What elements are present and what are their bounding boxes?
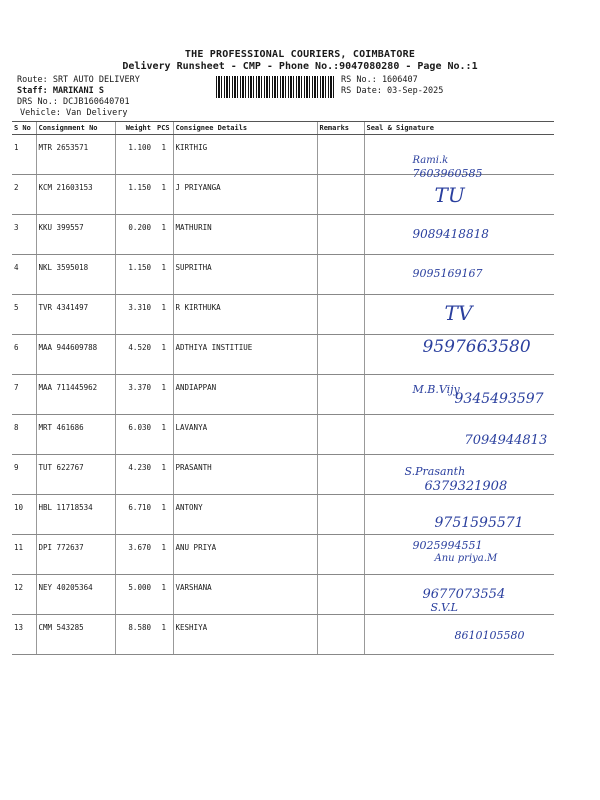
table-row	[12, 575, 554, 615]
row-seal-signature	[364, 535, 554, 575]
row-consignment-no: KKU 399557	[36, 215, 115, 255]
row-consignee: ANU PRIYA	[173, 535, 317, 575]
handwritten-signature: 7603960585	[412, 167, 483, 180]
row-weight: 4.230	[115, 455, 155, 495]
table-row	[12, 455, 554, 495]
row-seal-signature	[364, 335, 554, 375]
row-seal-signature	[364, 615, 554, 655]
handwritten-signature: S.Prasanth	[404, 465, 466, 478]
row-weight: 1.100	[115, 135, 155, 175]
handwritten-signature: 9345493597	[454, 391, 544, 407]
table-header-row	[12, 122, 554, 135]
row-remarks	[317, 295, 364, 335]
row-seal-signature	[364, 455, 554, 495]
row-sno: 8	[12, 415, 36, 455]
barcode	[216, 76, 336, 98]
handwritten-signature: 6379321908	[424, 479, 508, 494]
table-row	[12, 135, 554, 175]
handwritten-signature: TU	[434, 183, 465, 207]
row-remarks	[317, 495, 364, 535]
handwritten-signature: Anu priya.M	[434, 553, 498, 564]
row-seal-signature	[364, 215, 554, 255]
row-consignee: ANTONY	[173, 495, 317, 535]
row-pcs: 1	[155, 575, 173, 615]
row-pcs: 1	[155, 255, 173, 295]
col-weight: Weight	[115, 122, 155, 135]
row-sno: 4	[12, 255, 36, 295]
row-sno: 13	[12, 615, 36, 655]
staff-label: Staff: MARIKANI S	[17, 86, 104, 96]
row-consignment-no: MAA 944609788	[36, 335, 115, 375]
row-sno: 9	[12, 455, 36, 495]
handwritten-signature: M.B.Vijy	[412, 383, 460, 396]
col-sno: S No	[12, 122, 36, 135]
table-row	[12, 495, 554, 535]
row-consignment-no: HBL 11718534	[36, 495, 115, 535]
delivery-table	[12, 121, 554, 655]
row-pcs: 1	[155, 215, 173, 255]
row-consignment-no: MTR 2653571	[36, 135, 115, 175]
handwritten-signature: 9025994551	[412, 539, 483, 552]
row-weight: 8.580	[115, 615, 155, 655]
table-row	[12, 375, 554, 415]
row-consignment-no: MRT 461686	[36, 415, 115, 455]
row-seal-signature	[364, 415, 554, 455]
row-sno: 5	[12, 295, 36, 335]
handwritten-signature: 9751595571	[434, 515, 524, 531]
row-seal-signature	[364, 495, 554, 535]
handwritten-signature: 9095169167	[412, 267, 483, 280]
row-weight: 1.150	[115, 255, 155, 295]
row-remarks	[317, 375, 364, 415]
row-sno: 11	[12, 535, 36, 575]
row-seal-signature	[364, 175, 554, 215]
row-weight: 0.200	[115, 215, 155, 255]
row-pcs: 1	[155, 495, 173, 535]
row-consignee: J PRIYANGA	[173, 175, 317, 215]
row-pcs: 1	[155, 135, 173, 175]
row-remarks	[317, 535, 364, 575]
rs-date: RS Date: 03-Sep-2025	[341, 86, 444, 96]
row-sno: 3	[12, 215, 36, 255]
table-row	[12, 215, 554, 255]
row-sno: 6	[12, 335, 36, 375]
row-pcs: 1	[155, 415, 173, 455]
vehicle-label: Vehicle: Van Delivery	[20, 108, 128, 118]
row-consignment-no: TVR 4341497	[36, 295, 115, 335]
row-weight: 3.370	[115, 375, 155, 415]
row-weight: 1.150	[115, 175, 155, 215]
handwritten-signature: S.V.L	[430, 601, 458, 614]
row-consignee: PRASANTH	[173, 455, 317, 495]
drs-number: DRS No.: DCJB160640701	[17, 97, 130, 107]
row-consignment-no: MAA 711445962	[36, 375, 115, 415]
handwritten-signature: 9597663580	[422, 337, 531, 357]
col-remarks: Remarks	[317, 122, 364, 135]
row-weight: 5.000	[115, 575, 155, 615]
row-seal-signature	[364, 255, 554, 295]
row-consignee: MATHURIN	[173, 215, 317, 255]
handwritten-signature: TV	[444, 301, 473, 325]
table-row	[12, 175, 554, 215]
table-row	[12, 415, 554, 455]
row-weight: 6.710	[115, 495, 155, 535]
row-weight: 6.030	[115, 415, 155, 455]
col-consignee: Consignee Details	[173, 122, 317, 135]
row-consignee: ANDIAPPAN	[173, 375, 317, 415]
row-consignee: SUPRITHA	[173, 255, 317, 295]
row-consignment-no: NEY 40205364	[36, 575, 115, 615]
row-sno: 10	[12, 495, 36, 535]
row-remarks	[317, 135, 364, 175]
row-consignee: LAVANYA	[173, 415, 317, 455]
table-row	[12, 255, 554, 295]
handwritten-signature: 8610105580	[454, 629, 525, 642]
row-consignee: ADTHIYA INSTITIUE	[173, 335, 317, 375]
row-pcs: 1	[155, 175, 173, 215]
row-remarks	[317, 575, 364, 615]
col-pcs: PCS	[155, 122, 173, 135]
row-consignee: R KIRTHUKA	[173, 295, 317, 335]
table-row	[12, 615, 554, 655]
handwritten-signature: 9089418818	[412, 227, 489, 241]
row-consignment-no: DPI 772637	[36, 535, 115, 575]
handwritten-signature: 7094944813	[464, 433, 548, 448]
row-seal-signature	[364, 375, 554, 415]
row-consignee: KESHIYA	[173, 615, 317, 655]
row-sno: 7	[12, 375, 36, 415]
table-row	[12, 295, 554, 335]
row-pcs: 1	[155, 335, 173, 375]
row-seal-signature	[364, 575, 554, 615]
col-consignment: Consignment No	[36, 122, 115, 135]
table-row	[12, 535, 554, 575]
row-remarks	[317, 255, 364, 295]
row-consignment-no: CMM 543285	[36, 615, 115, 655]
rs-number: RS No.: 1606407	[341, 75, 418, 85]
row-weight: 3.670	[115, 535, 155, 575]
handwritten-signature: 9677073554	[422, 587, 506, 602]
row-remarks	[317, 415, 364, 455]
row-seal-signature	[364, 135, 554, 180]
handwritten-signature: Rami.k	[412, 155, 449, 166]
company-title: THE PROFESSIONAL COURIERS, COIMBATORE	[184, 49, 416, 60]
row-remarks	[317, 455, 364, 495]
row-weight: 4.520	[115, 335, 155, 375]
route-label: Route: SRT AUTO DELIVERY	[17, 75, 140, 85]
row-pcs: 1	[155, 295, 173, 335]
row-pcs: 1	[155, 615, 173, 655]
row-consignee: VARSHANA	[173, 575, 317, 615]
row-consignment-no: NKL 3595018	[36, 255, 115, 295]
col-seal-signature: Seal & Signature	[364, 122, 554, 135]
row-pcs: 1	[155, 455, 173, 495]
row-sno: 1	[12, 135, 36, 175]
row-consignee: KIRTHIG	[173, 135, 317, 175]
runsheet-subtitle: Delivery Runsheet - CMP - Phone No.:9047080280 - Page No.:1	[122, 61, 478, 72]
row-seal-signature	[364, 295, 554, 335]
row-pcs: 1	[155, 375, 173, 415]
row-remarks	[317, 615, 364, 655]
row-remarks	[317, 215, 364, 255]
row-sno: 12	[12, 575, 36, 615]
row-consignment-no: KCM 21603153	[36, 175, 115, 215]
row-remarks	[317, 335, 364, 375]
row-consignment-no: TUT 622767	[36, 455, 115, 495]
table-row	[12, 335, 554, 375]
row-remarks	[317, 175, 364, 215]
row-sno: 2	[12, 175, 36, 215]
row-pcs: 1	[155, 535, 173, 575]
row-weight: 3.310	[115, 295, 155, 335]
